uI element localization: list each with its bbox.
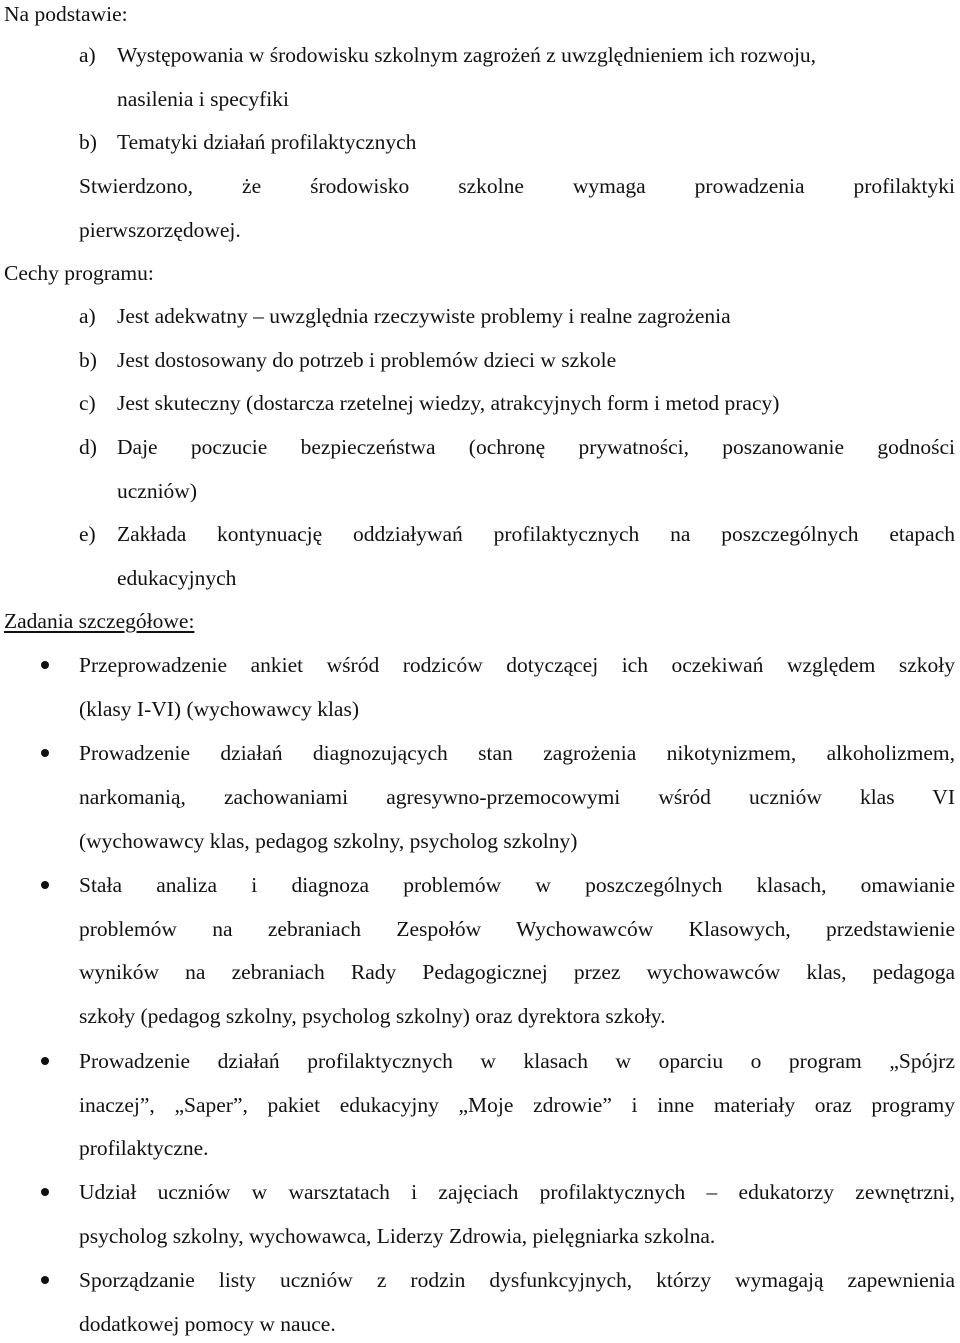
task-3-line-3: wyników na zebraniach Rady Pedagogicznej przez wychowawców klas, pedagoga bbox=[79, 960, 955, 984]
feature-e-line-2: edukacyjnych bbox=[117, 566, 237, 590]
task-5-line-2: psycholog szkolny, wychowawca, Liderzy Zdrowia, pielęgniarka szkolna. bbox=[79, 1224, 716, 1248]
intro-item-a-line-2: nasilenia i specyfiki bbox=[117, 87, 289, 111]
task-1-line-2: (klasy I-VI) (wychowawcy klas) bbox=[79, 697, 359, 721]
tasks-heading: Zadania szczegółowe: bbox=[4, 609, 195, 633]
task-4-line-2: inaczej”, „Saper”, pakiet edukacyjny „Moje zdrowie” i inne materiały oraz programy bbox=[79, 1093, 955, 1117]
feature-d-line-1: Daje poczucie bezpieczeństwa (ochronę prywatności, poszanowanie godności bbox=[117, 435, 955, 459]
feature-d-marker: d) bbox=[79, 435, 97, 459]
feature-d-line-2: uczniów) bbox=[117, 479, 197, 503]
bullet-icon bbox=[41, 661, 49, 669]
bullet-icon bbox=[41, 749, 49, 757]
task-5-line-1: Udział uczniów w warsztatach i zajęciach profilaktycznych – edukatorzy zewnętrzni, bbox=[79, 1180, 955, 1204]
task-2-line-1: Prowadzenie działań diagnozujących stan zagrożenia nikotynizmem, alkoholizmem, bbox=[79, 741, 955, 765]
intro-heading: Na podstawie: bbox=[4, 2, 128, 26]
bullet-icon bbox=[41, 881, 49, 889]
task-4-line-1: Prowadzenie działań profilaktycznych w klasach w oparciu o program „Spójrz bbox=[79, 1049, 955, 1073]
feature-b-line-1: Jest dostosowany do potrzeb i problemów dzieci w szkole bbox=[117, 348, 617, 372]
feature-e-line-1: Zakłada kontynuację oddziaływań profilaktycznych na poszczególnych etapach bbox=[117, 522, 955, 546]
task-1-line-1: Przeprowadzenie ankiet wśród rodziców dotyczącej ich oczekiwań względem szkoły bbox=[79, 653, 955, 677]
feature-b-marker: b) bbox=[79, 348, 97, 372]
bullet-icon bbox=[41, 1276, 49, 1284]
intro-item-b-line-1: Tematyki działań profilaktycznych bbox=[117, 130, 417, 154]
task-4-line-3: profilaktyczne. bbox=[79, 1136, 209, 1160]
intro-conclusion-line-1: Stwierdzono, że środowisko szkolne wymaga prowadzenia profilaktyki bbox=[79, 174, 955, 198]
bullet-icon bbox=[41, 1188, 49, 1196]
features-heading: Cechy programu: bbox=[4, 261, 154, 285]
bullet-icon bbox=[41, 1057, 49, 1065]
feature-a-line-1: Jest adekwatny – uwzględnia rzeczywiste problemy i realne zagrożenia bbox=[117, 304, 731, 328]
task-6-line-1: Sporządzanie listy uczniów z rodzin dysfunkcyjnych, którzy wymagają zapewnienia bbox=[79, 1268, 955, 1292]
task-6-line-2: dodatkowej pomocy w nauce. bbox=[79, 1312, 336, 1336]
feature-a-marker: a) bbox=[79, 304, 96, 328]
task-3-line-1: Stała analiza i diagnoza problemów w poszczególnych klasach, omawianie bbox=[79, 873, 955, 897]
task-2-line-3: (wychowawcy klas, pedagog szkolny, psycholog szkolny) bbox=[79, 829, 578, 853]
feature-c-line-1: Jest skuteczny (dostarcza rzetelnej wiedzy, atrakcyjnych form i metod pracy) bbox=[117, 391, 780, 415]
task-2-line-2: narkomanią, zachowaniami agresywno-przemocowymi wśród uczniów klas VI bbox=[79, 785, 955, 809]
feature-c-marker: c) bbox=[79, 391, 96, 415]
intro-item-b-marker: b) bbox=[79, 130, 97, 154]
task-3-line-2: problemów na zebraniach Zespołów Wychowawców Klasowych, przedstawienie bbox=[79, 917, 955, 941]
intro-conclusion-line-2: pierwszorzędowej. bbox=[79, 218, 241, 242]
intro-item-a-marker: a) bbox=[79, 43, 96, 67]
intro-item-a-line-1: Występowania w środowisku szkolnym zagrożeń z uwzględnieniem ich rozwoju, bbox=[117, 43, 817, 67]
task-3-line-4: szkoły (pedagog szkolny, psycholog szkolny) oraz dyrektora szkoły. bbox=[79, 1004, 666, 1028]
feature-e-marker: e) bbox=[79, 522, 96, 546]
